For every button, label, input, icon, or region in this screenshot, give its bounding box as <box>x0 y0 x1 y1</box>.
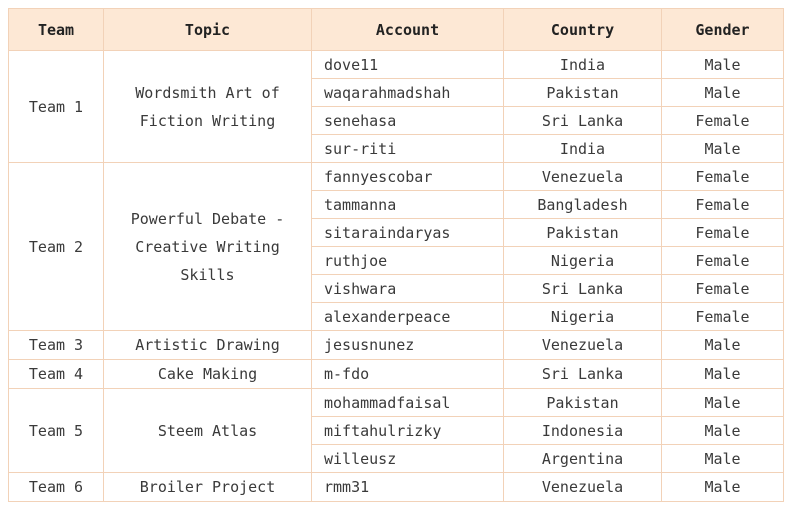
table-body <box>9 51 784 502</box>
header-country: Country <box>504 9 662 51</box>
gender-cell: Male <box>662 331 784 360</box>
account-cell: sur-riti <box>312 135 504 163</box>
table-row <box>9 389 784 417</box>
account-cell: mohammadfaisal <box>312 389 504 417</box>
account-cell: tammanna <box>312 191 504 219</box>
account-cell: rmm31 <box>312 473 504 502</box>
team-cell: Team 2 <box>9 163 104 331</box>
country-cell: Indonesia <box>504 417 662 445</box>
country-cell: Sri Lanka <box>504 107 662 135</box>
account-cell: jesusnunez <box>312 331 504 360</box>
country-cell: Venezuela <box>504 163 662 191</box>
gender-cell: Female <box>662 247 784 275</box>
gender-cell: Female <box>662 219 784 247</box>
header-topic: Topic <box>104 9 312 51</box>
country-cell: Nigeria <box>504 247 662 275</box>
header-row <box>9 9 784 51</box>
table-row <box>9 331 784 360</box>
table-row <box>9 360 784 389</box>
topic-cell: Wordsmith Art of Fiction Writing <box>104 51 312 163</box>
account-cell: vishwara <box>312 275 504 303</box>
country-cell: Sri Lanka <box>504 275 662 303</box>
country-cell: Bangladesh <box>504 191 662 219</box>
account-cell: waqarahmadshah <box>312 79 504 107</box>
table-header <box>9 9 784 51</box>
country-cell: Venezuela <box>504 331 662 360</box>
gender-cell: Female <box>662 275 784 303</box>
account-cell: willeusz <box>312 445 504 473</box>
team-cell: Team 4 <box>9 360 104 389</box>
country-cell: Argentina <box>504 445 662 473</box>
topic-cell: Broiler Project <box>104 473 312 502</box>
header-gender: Gender <box>662 9 784 51</box>
country-cell: Nigeria <box>504 303 662 331</box>
gender-cell: Female <box>662 163 784 191</box>
topic-cell: Steem Atlas <box>104 389 312 473</box>
country-cell: Venezuela <box>504 473 662 502</box>
country-cell: Sri Lanka <box>504 360 662 389</box>
table-row <box>9 163 784 191</box>
gender-cell: Male <box>662 79 784 107</box>
account-cell: m-fdo <box>312 360 504 389</box>
gender-cell: Male <box>662 389 784 417</box>
header-team: Team <box>9 9 104 51</box>
team-cell: Team 6 <box>9 473 104 502</box>
gender-cell: Female <box>662 191 784 219</box>
country-cell: India <box>504 135 662 163</box>
topic-cell: Cake Making <box>104 360 312 389</box>
gender-cell: Male <box>662 445 784 473</box>
table-container <box>8 8 784 502</box>
account-cell: ruthjoe <box>312 247 504 275</box>
team-cell: Team 1 <box>9 51 104 163</box>
gender-cell: Male <box>662 51 784 79</box>
topic-cell: Artistic Drawing <box>104 331 312 360</box>
account-cell: miftahulrizky <box>312 417 504 445</box>
table-row <box>9 473 784 502</box>
gender-cell: Female <box>662 303 784 331</box>
team-cell: Team 5 <box>9 389 104 473</box>
table-row <box>9 51 784 79</box>
team-cell: Team 3 <box>9 331 104 360</box>
account-cell: fannyescobar <box>312 163 504 191</box>
header-account: Account <box>312 9 504 51</box>
account-cell: alexanderpeace <box>312 303 504 331</box>
country-cell: Pakistan <box>504 389 662 417</box>
gender-cell: Male <box>662 135 784 163</box>
account-cell: dove11 <box>312 51 504 79</box>
topic-cell: Powerful Debate - Creative Writing Skills <box>104 163 312 331</box>
country-cell: Pakistan <box>504 79 662 107</box>
country-cell: Pakistan <box>504 219 662 247</box>
gender-cell: Male <box>662 417 784 445</box>
country-cell: India <box>504 51 662 79</box>
team-table <box>8 8 784 502</box>
gender-cell: Female <box>662 107 784 135</box>
gender-cell: Male <box>662 473 784 502</box>
account-cell: sitaraindaryas <box>312 219 504 247</box>
gender-cell: Male <box>662 360 784 389</box>
account-cell: senehasa <box>312 107 504 135</box>
